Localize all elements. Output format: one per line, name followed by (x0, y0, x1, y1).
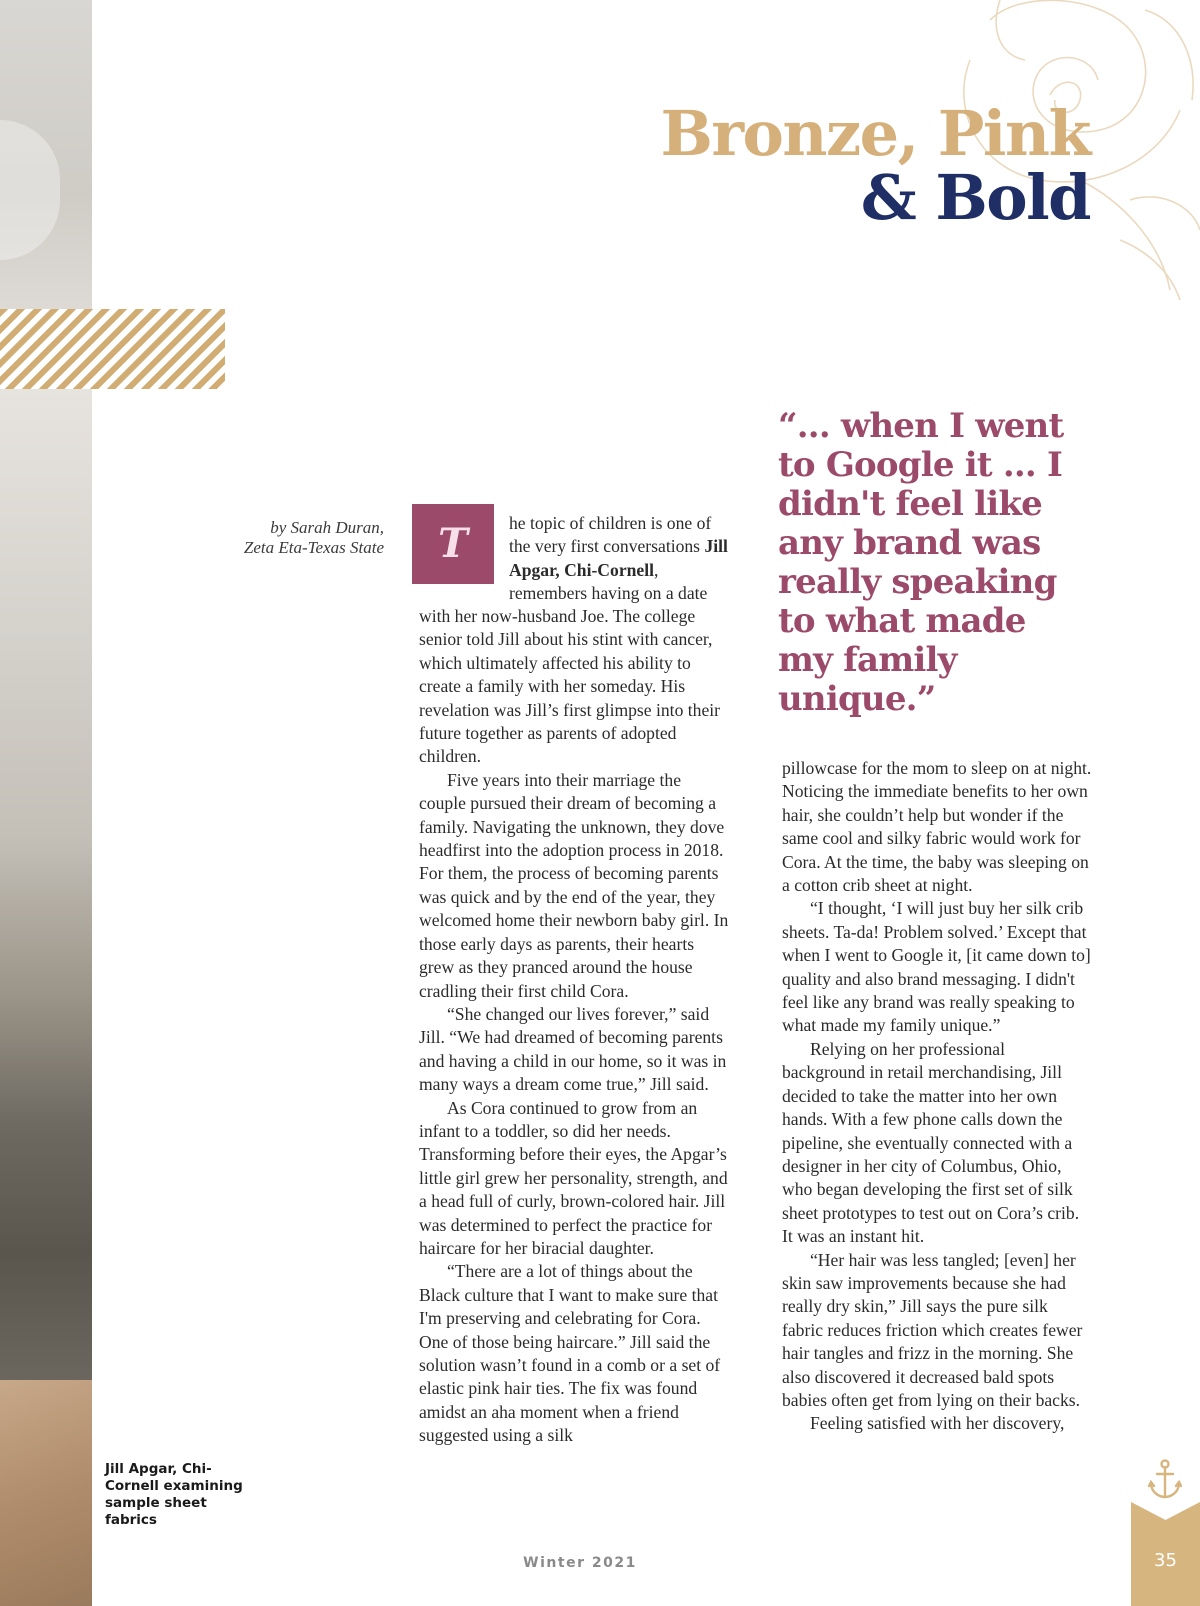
body-column-1 (419, 605, 729, 1448)
pull-quote: “... when I went to Google it ... I didn't feel like any brand was really speaking to what made my family unique.” (778, 406, 1064, 719)
issue-label: Winter 2021 (523, 1555, 637, 1571)
body-paragraph: “Her hair was less tangled; [even] her skin saw improvements because she had really dry skin,” Jill says the pure silk fabric reduces friction which creates fewer hair tangles and frizz in the morning. She also discovered it decreased bald spots babies often get from lying on their backs. (782, 1249, 1083, 1410)
body-paragraph: pillowcase for the mom to sleep on at night. Noticing the immediate benefits to her own hair, she couldn’t help but wonder if the same cool and silky fabric would work for Cora. At the time, the baby was sleeping on a cotton crib sheet at night. (782, 758, 1092, 896)
intro-text: he topic of children is one of the very first conversations (509, 513, 712, 557)
decorative-stripes (0, 309, 225, 389)
title-line-1: Bronze, Pink (660, 97, 1090, 170)
article-photo (0, 0, 92, 1606)
body-paragraph: Feeling satisfied with her discovery, (810, 1413, 1065, 1434)
byline-chapter: Zeta Eta-Texas State (243, 538, 384, 557)
drop-cap: T (412, 504, 494, 584)
body-column-2 (782, 757, 1092, 1436)
photo-caption: Jill Apgar, Chi-Cornell examining sample sheet fabrics (105, 1461, 243, 1528)
byline-author: by Sarah Duran, (270, 518, 384, 537)
body-paragraph: As Cora continued to grow from an infant to a toddler, so did her needs. Transforming before their eyes, the Apgar’s little girl grew her personality, strength, and a head full of curly, brown-colored hair. Jill was determined to perfect the practice for haircare for her biracial daughter. (419, 1097, 728, 1258)
intro-bold-name: Jill Apgar, Chi-Cornell (509, 536, 728, 580)
anchor-icon (1148, 1459, 1182, 1499)
body-paragraph: “There are a lot of things about the Black culture that I want to make sure that I'm preserving and celebrating for Cora. One of those being haircare.” Jill said the solution wasn’t found in a comb or a set of elastic pink hair ties. The fix was found amidst an aha moment when a friend suggested using a silk (419, 1261, 721, 1446)
body-paragraph: with her now-husband Joe. The college senior told Jill about his stint with cancer, which ultimately affected his ability to create a family with her someday. His revelation was Jill’s first glimpse into their future together as parents of adopted children. (419, 606, 721, 767)
body-paragraph: Five years into their marriage the couple pursued their dream of becoming a family. Navigating the unknown, they dove headfirst into the adoption process in 2018. For them, the process of becoming parents was quick and by the end of the year, they welcomed home their newborn baby girl. In those early days as parents, their hearts grew as they pranced around the house cradling their first child Cora. (419, 769, 729, 1001)
page-number: 35 (1154, 1550, 1177, 1571)
byline (200, 518, 384, 558)
body-paragraph: Relying on her professional background in retail merchandising, Jill decided to take the matter into her own hands. With a few phone calls down the pipeline, she eventually connected with a designer in her city of Columbus, Ohio, who began developing the first set of silk sheet prototypes to test out on Cora’s crib. It was an instant hit. (782, 1038, 1080, 1247)
photo-highlight (0, 120, 60, 260)
intro-paragraph (509, 512, 731, 606)
body-paragraph: “She changed our lives forever,” said Jill. “We had dreamed of becoming parents and having a child in our home, so it was in many ways a dream come true,” Jill said. (419, 1003, 727, 1095)
body-paragraph: “I thought, ‘I will just buy her silk crib sheets. Ta-da! Problem solved.’ Except that when I went to Google it, [it came down to] quality and also brand messaging. I didn't feel like any brand was really speaking to what made my family unique.” (782, 898, 1091, 1036)
intro-after: , remembers having on a date (509, 559, 708, 604)
article-title (660, 97, 1090, 234)
title-line-2: & Bold (860, 161, 1090, 234)
photo-hand-region (0, 1380, 92, 1606)
